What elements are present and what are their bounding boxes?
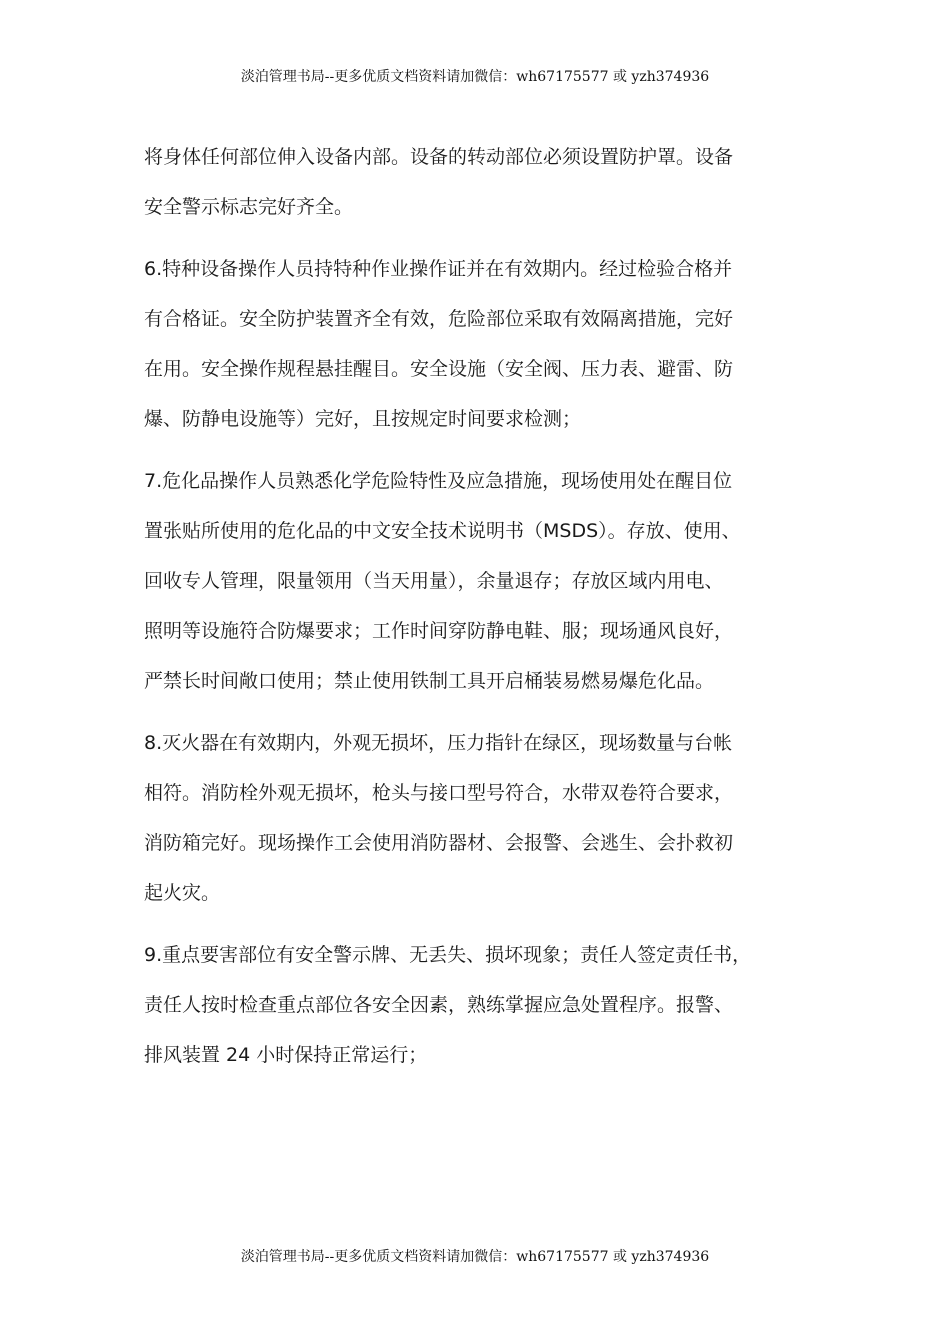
text-line: 在用。安全操作规程悬挂醒目。安全设施（安全阀、压力表、避雷、防 xyxy=(144,358,734,380)
text-line: 8.灭火器在有效期内，外观无损坏，压力指针在绿区，现场数量与台帐 xyxy=(144,732,733,754)
document-body xyxy=(144,132,824,1092)
text-line: 相符。消防栓外观无损坏，枪头与接口型号符合，水带双卷符合要求， xyxy=(144,782,734,804)
page-header: 淡泊管理书局--更多优质文档资料请加微信：wh67175577 或 yzh374936 xyxy=(240,69,710,85)
text-line: 起火灾。 xyxy=(144,882,221,904)
text-line: 回收专人管理，限量领用（当天用量），余量退存；存放区域内用电、 xyxy=(144,570,724,592)
text-line: 排风装置 24 小时保持正常运行； xyxy=(144,1044,428,1066)
text-line: 严禁长时间敞口使用；禁止使用铁制工具开启桶装易燃易爆危化品。 xyxy=(144,670,715,692)
paragraph-continuation xyxy=(144,132,824,232)
text-line: 有合格证。安全防护装置齐全有效，危险部位采取有效隔离措施，完好 xyxy=(144,308,734,330)
page-footer: 淡泊管理书局--更多优质文档资料请加微信：wh67175577 或 yzh374936 xyxy=(240,1249,710,1265)
text-line: 将身体任何部位伸入设备内部。设备的转动部位必须设置防护罩。设备 xyxy=(144,146,734,168)
text-line: 责任人按时检查重点部位各安全因素，熟练掌握应急处置程序。报警、 xyxy=(144,994,734,1016)
text-line: 9.重点要害部位有安全警示牌、无丢失、损坏现象；责任人签定责任书， xyxy=(144,944,752,966)
text-line: 置张贴所使用的危化品的中文安全技术说明书（MSDS）。存放、使用、 xyxy=(144,520,741,542)
paragraph-item-8 xyxy=(144,718,824,918)
text-line: 消防箱完好。现场操作工会使用消防器材、会报警、会逃生、会扑救初 xyxy=(144,832,734,854)
text-line: 爆、防静电设施等）完好，且按规定时间要求检测； xyxy=(144,408,582,430)
paragraph-item-6 xyxy=(144,244,824,444)
text-line: 安全警示标志完好齐全。 xyxy=(144,196,354,218)
text-line: 7.危化品操作人员熟悉化学危险特性及应急措施，现场使用处在醒目位 xyxy=(144,470,733,492)
paragraph-item-7 xyxy=(144,456,824,706)
paragraph-item-9 xyxy=(144,930,824,1080)
text-line: 6.特种设备操作人员持特种作业操作证并在有效期内。经过检验合格并 xyxy=(144,258,733,280)
text-line: 照明等设施符合防爆要求；工作时间穿防静电鞋、服；现场通风良好， xyxy=(144,620,734,642)
